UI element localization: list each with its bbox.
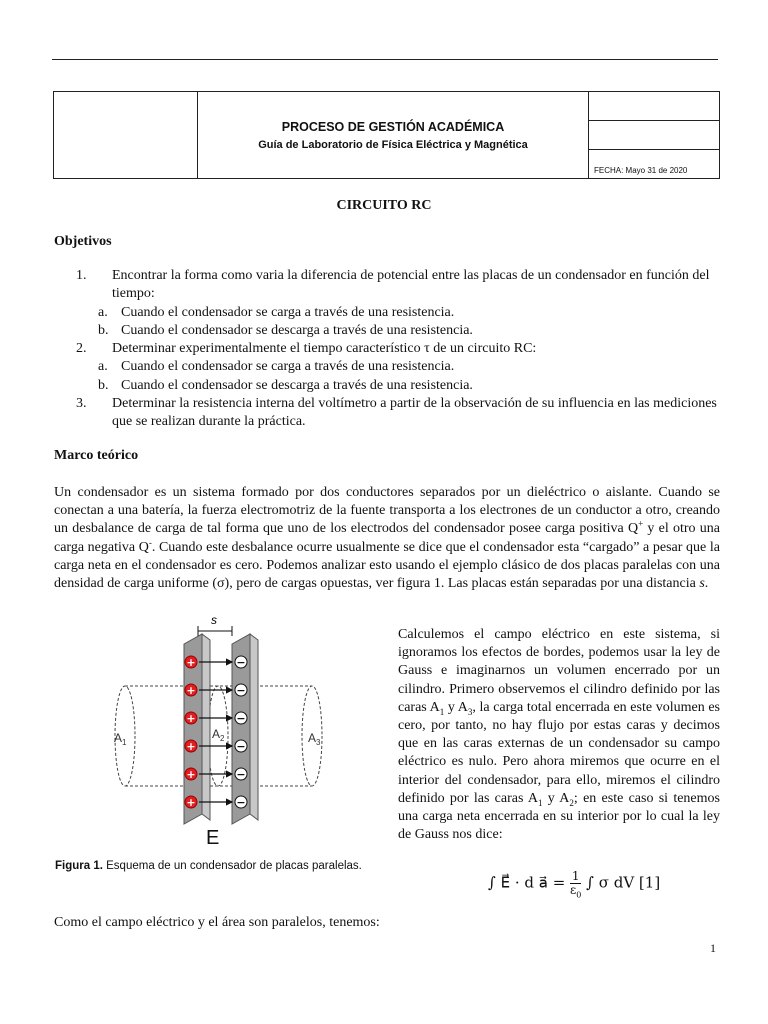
plus-sign: + <box>186 768 196 781</box>
objective-number: 2. <box>76 341 87 357</box>
marco-paragraph-2 <box>398 626 720 844</box>
label-a2: $A_2$ <box>212 727 225 743</box>
minus-sign: − <box>236 684 246 697</box>
subitem-text: Cuando el condensador se carga a través de una resistencia. <box>121 304 455 320</box>
header-right-cell-2 <box>589 121 720 150</box>
objective-subitem <box>54 304 720 322</box>
p2-sub-1b: 1 <box>538 797 543 808</box>
p2-sub-3: 3 <box>467 706 473 717</box>
p2-sub-2: 2 <box>569 797 574 808</box>
p2-sub-1: 1 <box>439 706 445 717</box>
subitem-text: Cuando el condensador se descarga a través de una resistencia. <box>121 322 473 338</box>
subitem-text: Cuando el condensador se descarga a través de una resistencia. <box>121 377 473 393</box>
plus-sign: + <box>186 712 196 725</box>
p1-text-d: . <box>704 576 709 592</box>
equation-rhs: ∫ σ dV [1] <box>586 873 661 892</box>
gauss-equation <box>488 869 661 900</box>
objective-subitem <box>54 358 720 376</box>
marco-paragraph-1 <box>54 484 720 593</box>
objective-number: 1. <box>76 268 87 283</box>
header-subtitle: Guía de Laboratorio de Física Eléctrica y Magnética <box>258 138 528 151</box>
p1-sup-minus: - <box>148 536 152 547</box>
subitem-letter: a. <box>98 359 108 375</box>
p2-text-e: ; en este caso si tenemos una carga neta encerrada en su interior por lo cual la ley de Gauss nos dice: <box>398 790 720 843</box>
objective-item <box>54 395 720 432</box>
label-s: s <box>211 613 217 627</box>
p1-text-c: . Cuando este desbalance ocurre usualmente se dice que el condensador esta “cargado” a pesar que la carga neta en el condensador es cero. Podemos analizar esto usando el ejemplo clásico de dos placas paralelas con una densidad de carga uniforme (σ), pero de cargas opuestas, ver figura 1. Las placas están separadas por una distancia <box>54 539 720 592</box>
header-title: PROCESO DE GESTIÓN ACADÉMICA <box>281 119 505 134</box>
p2-text-a: Calculemos el campo eléctrico en este sistema, si ignoramos los efectos de bordes, podemos usar la ley de Gauss e imaginarnos un volumen encerrado por un cilindro. Primero observemos el cilindro definido por las caras A <box>398 627 720 715</box>
minus-sign: − <box>236 796 246 809</box>
p1-italic-s: s <box>699 576 705 592</box>
fraction-numerator: 1 <box>571 869 580 883</box>
closing-sentence: Como el campo eléctrico y el área son paralelos, tenemos: <box>54 915 380 930</box>
objective-item <box>54 340 720 358</box>
p1-text-a: Un condensador es un sistema formado por dos conductores separados por un dieléctrico o aislante. Cuando se conectan a una batería, la fuerza electromotriz de la fuente transporta a los electrones de un conductor a otro, creando un desbalance de carga de tal forma que uno de los electrodos del condensador posee carga positiva Q <box>54 485 720 537</box>
plus-sign: + <box>186 656 196 669</box>
fraction-denominator: $\varepsilon_0$ <box>570 883 582 900</box>
objective-subitem <box>54 322 720 340</box>
p2-text-c: , la carga total encerrada en este volumen es cero, por tanto, no hay flujo por estas caras y decimos que en las caras externas de un condensador su campo eléctrico es nulo. Pero ahora miremos que ocurre en el interior del condensador, para ello, miremos el cilindro definido por las caras A <box>398 699 720 806</box>
header-right-cell-1 <box>589 92 720 121</box>
top-rule <box>52 59 718 60</box>
header-table <box>53 91 720 179</box>
header-center <box>198 92 589 179</box>
header-fecha: FECHA: Mayo 31 de 2020 <box>589 150 720 179</box>
p2-text-b: y A <box>444 699 468 715</box>
doc-title: CIRCUITO RC <box>336 198 432 213</box>
objective-text: Encontrar la forma como varia la diferencia de potencial entre las placas de un condensador en función del tiempo: <box>112 268 710 302</box>
right-plate-face <box>250 634 258 820</box>
logo-cell <box>54 92 198 179</box>
label-a1: $A_1$ <box>114 731 127 747</box>
label-a3: $A_3$ <box>308 731 321 747</box>
plus-sign: + <box>186 796 196 809</box>
caption-bold: Figura 1. <box>55 860 103 872</box>
objectives-heading: Objetivos <box>54 234 112 249</box>
objective-number: 3. <box>76 396 87 412</box>
label-e: E <box>206 827 220 849</box>
figure-caption <box>55 860 362 872</box>
minus-sign: − <box>236 712 246 725</box>
p1-sup-plus: + <box>638 518 644 529</box>
minus-sign: − <box>236 768 246 781</box>
subitem-text: Cuando el condensador se carga a través de una resistencia. <box>121 359 455 375</box>
plus-sign: + <box>186 684 196 697</box>
subitem-letter: b. <box>98 322 109 338</box>
subitem-letter: a. <box>98 304 108 320</box>
marco-heading: Marco teórico <box>54 448 139 463</box>
objective-text: Determinar experimentalmente el tiempo característico τ de un circuito RC: <box>112 341 537 357</box>
p1-text-b: y el otro una carga negativa Q <box>54 521 721 555</box>
minus-sign: − <box>236 656 246 669</box>
p2-text-d: y A <box>542 790 570 806</box>
objective-subitem <box>54 377 720 395</box>
objective-item <box>54 267 720 304</box>
plus-sign: + <box>186 740 196 753</box>
equation-fraction <box>570 869 582 900</box>
capacitor-figure <box>114 613 360 849</box>
minus-sign: − <box>236 740 246 753</box>
caption-text: Esquema de un condensador de placas paralelas. <box>102 860 362 872</box>
objectives-list <box>54 267 720 432</box>
objective-text: Determinar la resistencia interna del voltímetro a partir de la observación de su influencia en las mediciones que se realizan durante la práctica. <box>112 396 717 430</box>
equation-lhs: ∫ E⃗ · d a⃗ = <box>488 873 566 892</box>
page-number: 1 <box>710 941 716 955</box>
subitem-letter: b. <box>98 377 109 393</box>
